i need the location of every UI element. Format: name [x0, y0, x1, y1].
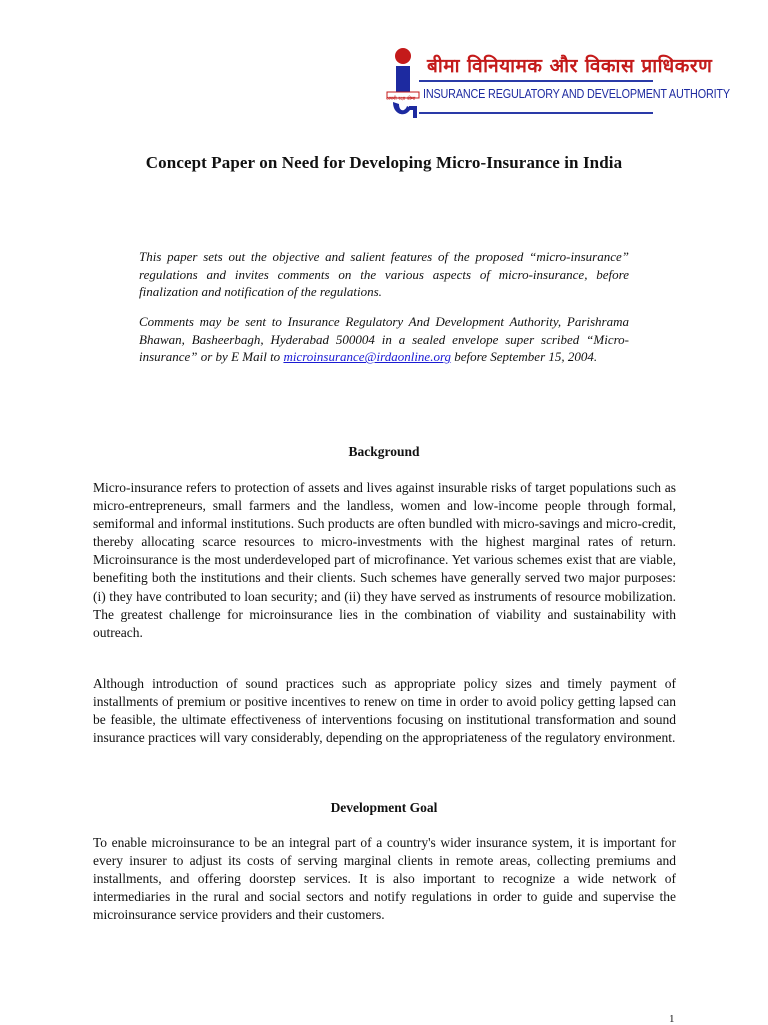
logo-rule-bottom — [419, 112, 653, 114]
development-goal-heading: Development Goal — [330, 800, 438, 815]
background-paragraph-2: Although introduction of sound practices such as appropriate policy sizes and timely payment of installments of premium or positive incentives to renew on time in order to avoid policy getting lapsed can be feasible, the ultimate effectiveness of interventions focusing on institutional transformation and sound insurance practices will vary considerably, depending on the appropriateness of the regulatory environment. — [93, 676, 676, 746]
email-link[interactable]: microinsurance@irdaonline.org — [283, 349, 452, 365]
comments-text: Comments may be sent to Insurance Regulatory And Development Authority, Parishrama Bhawan, Basheerbagh, Hyderabad 500004 in a sealed envelope super scribed “Micro-insurance” or by E Mail to — [139, 314, 629, 365]
emblem-motto: अपनी रक्षा बीमा — [386, 96, 416, 102]
logo-english-name: INSURANCE REGULATORY AND DEVELOPMENT AUTHORITY — [423, 86, 730, 101]
irda-emblem-icon — [383, 46, 423, 120]
comments-paragraph — [139, 313, 629, 366]
paper-title: Concept Paper on Need for Developing Micro-Insurance in India — [145, 153, 623, 172]
abstract-paragraph: This paper sets out the objective and salient features of the proposed “micro-insurance” regulations and invites comments on the various aspects of micro-insurance, before finalization and notification of the regulations. — [139, 249, 629, 300]
background-heading: Background — [348, 444, 420, 459]
logo-rule-top — [419, 80, 653, 82]
comments-deadline-text: before September 15, 2004. — [451, 349, 598, 365]
irda-logo — [383, 46, 730, 122]
background-paragraph-1: Micro-insurance refers to protection of assets and lives against insurable risks of target populations such as micro-entrepreneurs, small farmers and the landless, women and low-income people through formal, semiformal and informal institutions. Such products are often bundled with micro-savings and micro-credit, thereby allocating scarce resources to micro-investments with the highest marginal rates of return. Microinsurance is the most underdeveloped part of microfinance. Yet various schemes exist that are viable, benefiting both the institutions and their clients. Such schemes have generally served two major purposes: (i) they have contributed to loan security; and (ii) they have served as instruments of resource mobilization. The greatest challenge for microinsurance lies in the combination of viability and sustainability with outreach. — [93, 480, 676, 640]
development-goal-paragraph: To enable microinsurance to be an integral part of a country's wider insurance system, it is important for every insurer to adjust its costs of serving marginal clients in remote areas, collecting premiums and installments, and offering doorstep services. It is also important to recognize a wide network of intermediaries in the rural and social sectors and notify regulations in order to guide and supervise the microinsurance service providers and their customers. — [93, 835, 676, 923]
page-number: 1 — [669, 1013, 675, 1025]
logo-hindi-name: बीमा विनियामक और विकास प्राधिकरण — [427, 55, 713, 77]
